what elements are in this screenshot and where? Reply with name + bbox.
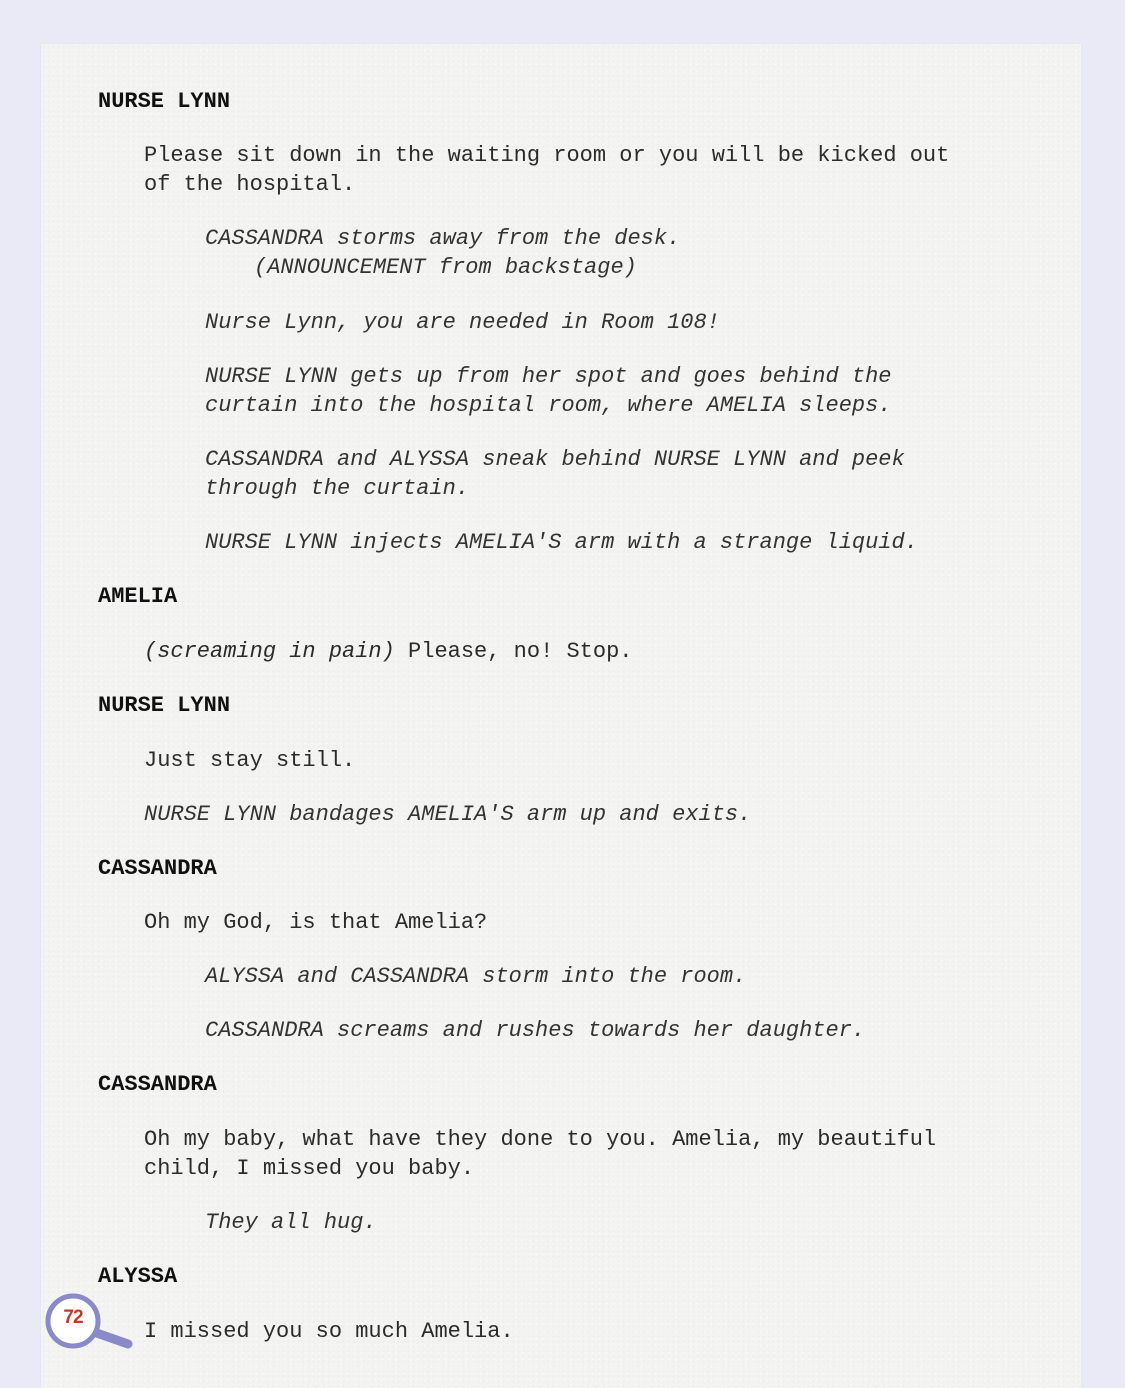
character-name: NURSE LYNN — [98, 693, 231, 718]
dialogue-line — [144, 637, 632, 666]
dialogue-line: Just stay still. — [144, 748, 356, 773]
character-name: ALYSSA — [98, 1264, 178, 1289]
character-name: CASSANDRA — [98, 1072, 217, 1097]
character-name: CASSANDRA — [98, 856, 217, 881]
dialogue-line: I missed you so much Amelia. — [144, 1319, 514, 1344]
dialogue-line: of the hospital. — [144, 172, 356, 197]
script-page — [41, 44, 1081, 1388]
stage-direction: Nurse Lynn, you are needed in Room 108! — [205, 310, 720, 335]
character-name: NURSE LYNN — [98, 89, 231, 114]
page-number-badge — [44, 1292, 134, 1352]
dialogue-line: Oh my God, is that Amelia? — [144, 910, 488, 935]
stage-direction: CASSANDRA and ALYSSA sneak behind NURSE LYNN and peek — [205, 447, 905, 472]
dialogue-text: Please, no! Stop. — [394, 639, 633, 664]
stage-direction: They all hug. — [205, 1210, 377, 1235]
parenthetical: (screaming in pain) — [144, 639, 395, 664]
stage-direction: curtain into the hospital room, where AMELIA sleeps. — [205, 393, 892, 418]
stage-direction: through the curtain. — [205, 476, 470, 501]
stage-direction: NURSE LYNN gets up from her spot and goes behind the — [205, 364, 892, 389]
dialogue-line: Oh my baby, what have they done to you. Amelia, my beautiful — [144, 1127, 937, 1152]
stage-direction: NURSE LYNN bandages AMELIA'S arm up and exits. — [144, 802, 752, 827]
stage-direction: NURSE LYNN injects AMELIA'S arm with a strange liquid. — [205, 530, 918, 555]
character-name: AMELIA — [98, 584, 178, 609]
page-number: 72 — [63, 1307, 83, 1328]
stage-direction: ALYSSA and CASSANDRA storm into the room. — [205, 964, 747, 989]
dialogue-line: Please sit down in the waiting room or you will be kicked out — [144, 143, 950, 168]
dialogue-line: child, I missed you baby. — [144, 1156, 475, 1181]
stage-direction: CASSANDRA storms away from the desk. — [205, 226, 681, 251]
stage-direction: (ANNOUNCEMENT from backstage) — [254, 255, 637, 280]
stage-direction: CASSANDRA screams and rushes towards her daughter. — [205, 1018, 866, 1043]
